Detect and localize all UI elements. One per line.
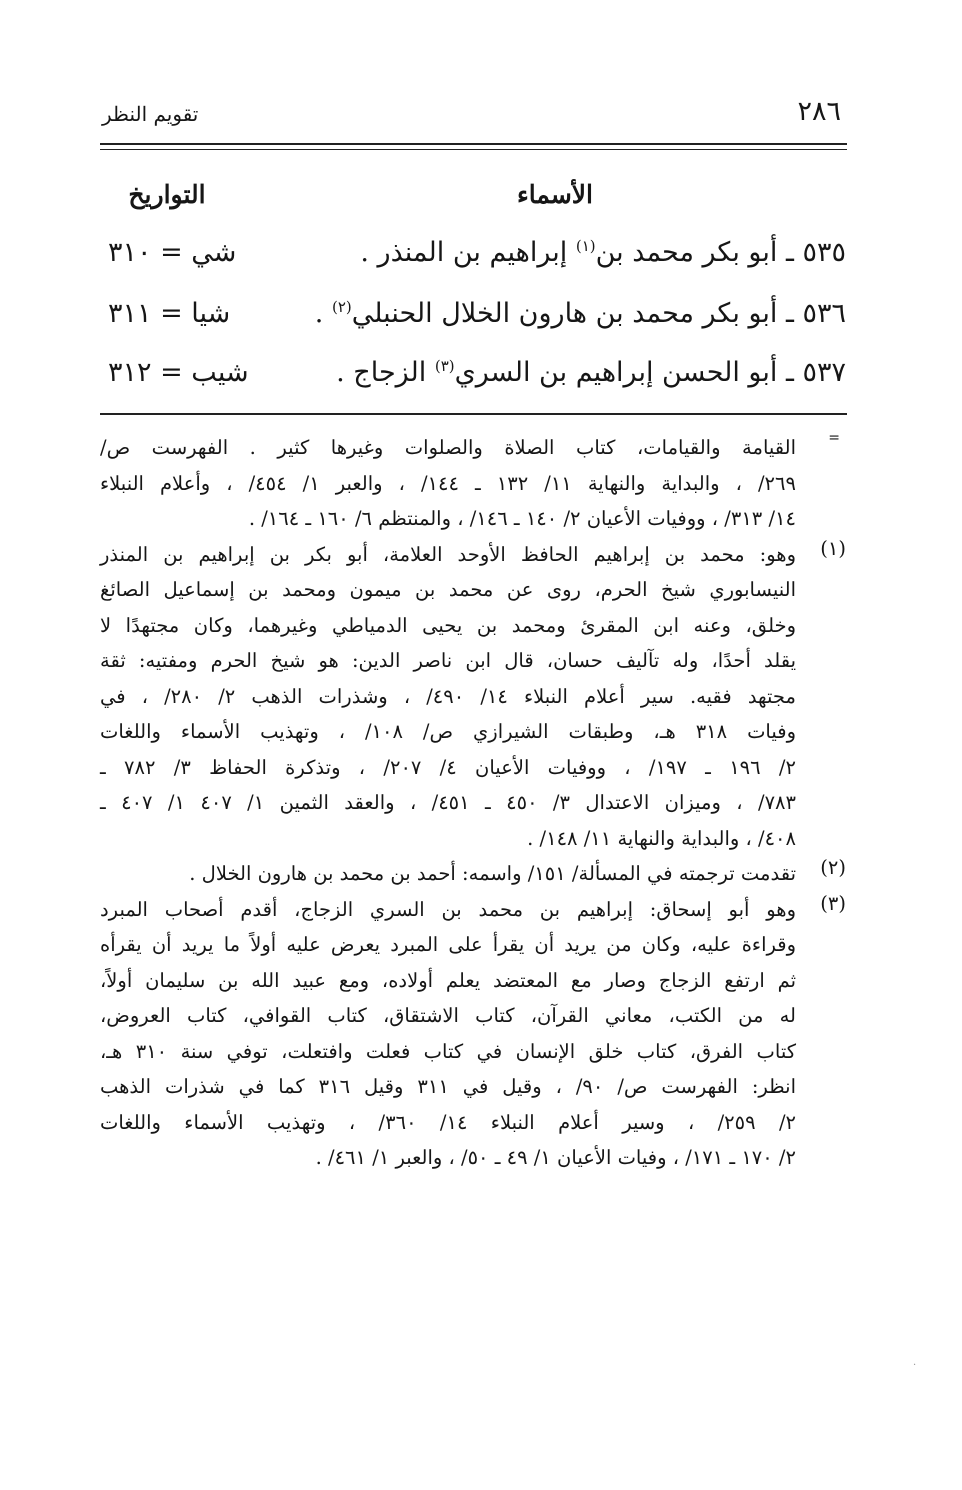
footnote-line: ١٤/ ٣١٣/ ، ووفيات الأعيان ٢/ ١٤٠ ـ ١٤٦/ ، والمنتظم ٦/ ١٦٠ ـ ١٦٤/ . <box>248 507 796 530</box>
footnote-line: ٢/ ١٩٦ ـ ١٩٧/ ، ووفيات الأعيان ٤/ ٢٠٧/ ، وتذكرة الحفاظ ٣/ ٧٨٢ ـ <box>100 755 796 779</box>
names-column-heading: الأسماء <box>517 180 593 209</box>
footnote-line: وهو: محمد بن إبراهيم الحافظ الأوحد العلامة، أبو بكر بن إبراهيم بن المنذر <box>100 542 796 566</box>
footnote-1 <box>100 537 846 857</box>
entry-date: شي = ٣١٠ <box>108 237 237 268</box>
footnote-line: القيامة والقيامات، كتاب الصلاة والصلوات وغيرها كثير . الفهرست ص/ <box>100 436 796 459</box>
footnote-line: ٧٨٣/ ، وميزان الاعتدال ٣/ ٤٥٠ ـ ٤٥١/ ، والعقد الثمين ١/ ٤٠٧ ١/ ٤٠٧ ـ <box>100 791 796 814</box>
footnote-number: (٢) <box>820 856 846 879</box>
footnote-line: ٢/ ٢٥٩/ ، وسير أعلام النبلاء ١٤/ ٣٦٠/ ، وتهذيب الأسماء واللغات <box>100 1110 797 1134</box>
footnote-ref: (١) <box>575 237 596 255</box>
footnote-continuation <box>100 430 846 537</box>
footnote-3 <box>100 892 846 1176</box>
footnote-line: ٤٠٨/ ، والبداية والنهاية ١١/ ١٤٨/ . <box>527 826 796 850</box>
scan-speck: · <box>913 1360 917 1371</box>
footnotes <box>100 430 846 1176</box>
entry-row <box>100 237 846 283</box>
header-rule-thick <box>100 143 847 145</box>
footnote-line: انظر: الفهرست ص/ ٩٠/ ، وقيل في ٣١١ وقيل ٣١٦ كما في شذرات الذهب <box>100 1075 796 1098</box>
book-title: تقويم النظر <box>102 102 199 126</box>
footnote-number: (٣) <box>820 891 846 915</box>
footnote-separator <box>100 413 847 415</box>
footnote-line: النيسابوري شيخ الحرم، روى عن محمد بن ميمون ومحمد بن إسماعيل الصائغ <box>100 578 796 601</box>
entry-date: شيب = ٣١٢ <box>108 357 249 388</box>
footnote-number: (١) <box>820 536 846 560</box>
running-head <box>100 96 845 136</box>
footnote-line: تقدمت ترجمته في المسألة/ ١٥١/ واسمه: أحمد بن محمد بن هارون الخلال . <box>189 862 796 885</box>
entry-name: ٥٣٦ ـ أبو بكر محمد بن هارون الخلال الحنبلي$^{(٢)}$ . <box>314 298 846 329</box>
entry-name: ٥٣٧ ـ أبو الحسن إبراهيم بن السري$^{(٣)}$ الزجاج . <box>336 357 846 388</box>
footnote-line: له من الكتب، معاني القرآن، كتاب الاشتقاق، كتاب القوافي، كتاب العروض، <box>100 1004 796 1027</box>
entry-row <box>100 298 846 344</box>
footnote-line: وفيات ٣١٨ هـ، وطبقات الشيرازي ص/ ١٠٨/ ، وتهذيب الأسماء واللغات <box>100 720 796 743</box>
footnote-line: ٢٦٩/ ، والبداية والنهاية ١١/ ١٣٢ ـ ١٤٤/ ، والعبر ١/ ٤٥٤/ ، وأعلام النبلاء <box>100 471 796 495</box>
footnote-line: وهو أبو إسحاق: إبراهيم بن محمد بن السري الزجاج، أقدم أصحاب المبرد <box>100 897 796 921</box>
page-number: ٢٨٦ <box>797 96 841 127</box>
footnote-line: ثم ارتفع الزجاج وصار مع المعتضد يعلم أولاده، ومع عبيد الله بن سليمان أولاً، <box>100 968 796 992</box>
footnote-2 <box>100 856 846 892</box>
footnote-line: يقلد أحدًا، وله تآليف حسان، قال ابن ناصر الدين: هو شيخ الحرم ومفتيه: ثقة <box>100 649 796 672</box>
header-rule-thin <box>100 149 847 150</box>
entry-name: ٥٣٥ ـ أبو بكر محمد بن$^{(١)}$ إبراهيم بن المنذر . <box>360 237 846 268</box>
footnote-line: وقراءة عليه، وكان من يريد أن يقرأ على المبرد يعرض عليه أولاً ما يريد أن يقرأه <box>100 933 796 956</box>
entry-row <box>100 357 846 403</box>
footnote-line: كتاب الفرق، كتاب خلق الإنسان في كتاب فعلت وافتعلت، توفي سنة ٣١٠ هـ، <box>100 1039 796 1063</box>
footnote-ref: (٢) <box>331 298 352 316</box>
continuation-mark: = <box>828 430 840 446</box>
footnote-ref: (٣) <box>434 357 455 375</box>
footnote-line: مجتهد فقيه. سير أعلام النبلاء ١٤/ ٤٩٠/ ، وشذرات الذهب ٢/ ٢٨٠/ ، في <box>100 684 796 708</box>
footnote-line: وخلق، وعنه ابن المقرئ ومحمد بن يحيى الدمياطي وغيرهما، وكان مجتهدًا لا <box>100 613 796 637</box>
footnote-line: ٢/ ١٧٠ ـ ١٧١/ ، وفيات الأعيان ١/ ٤٩ ـ ٥٠/ ، والعبر ١/ ٤٦١/ . <box>315 1146 796 1169</box>
entry-date: شيا = ٣١١ <box>108 298 231 329</box>
dates-column-heading: التواريخ <box>128 180 206 209</box>
